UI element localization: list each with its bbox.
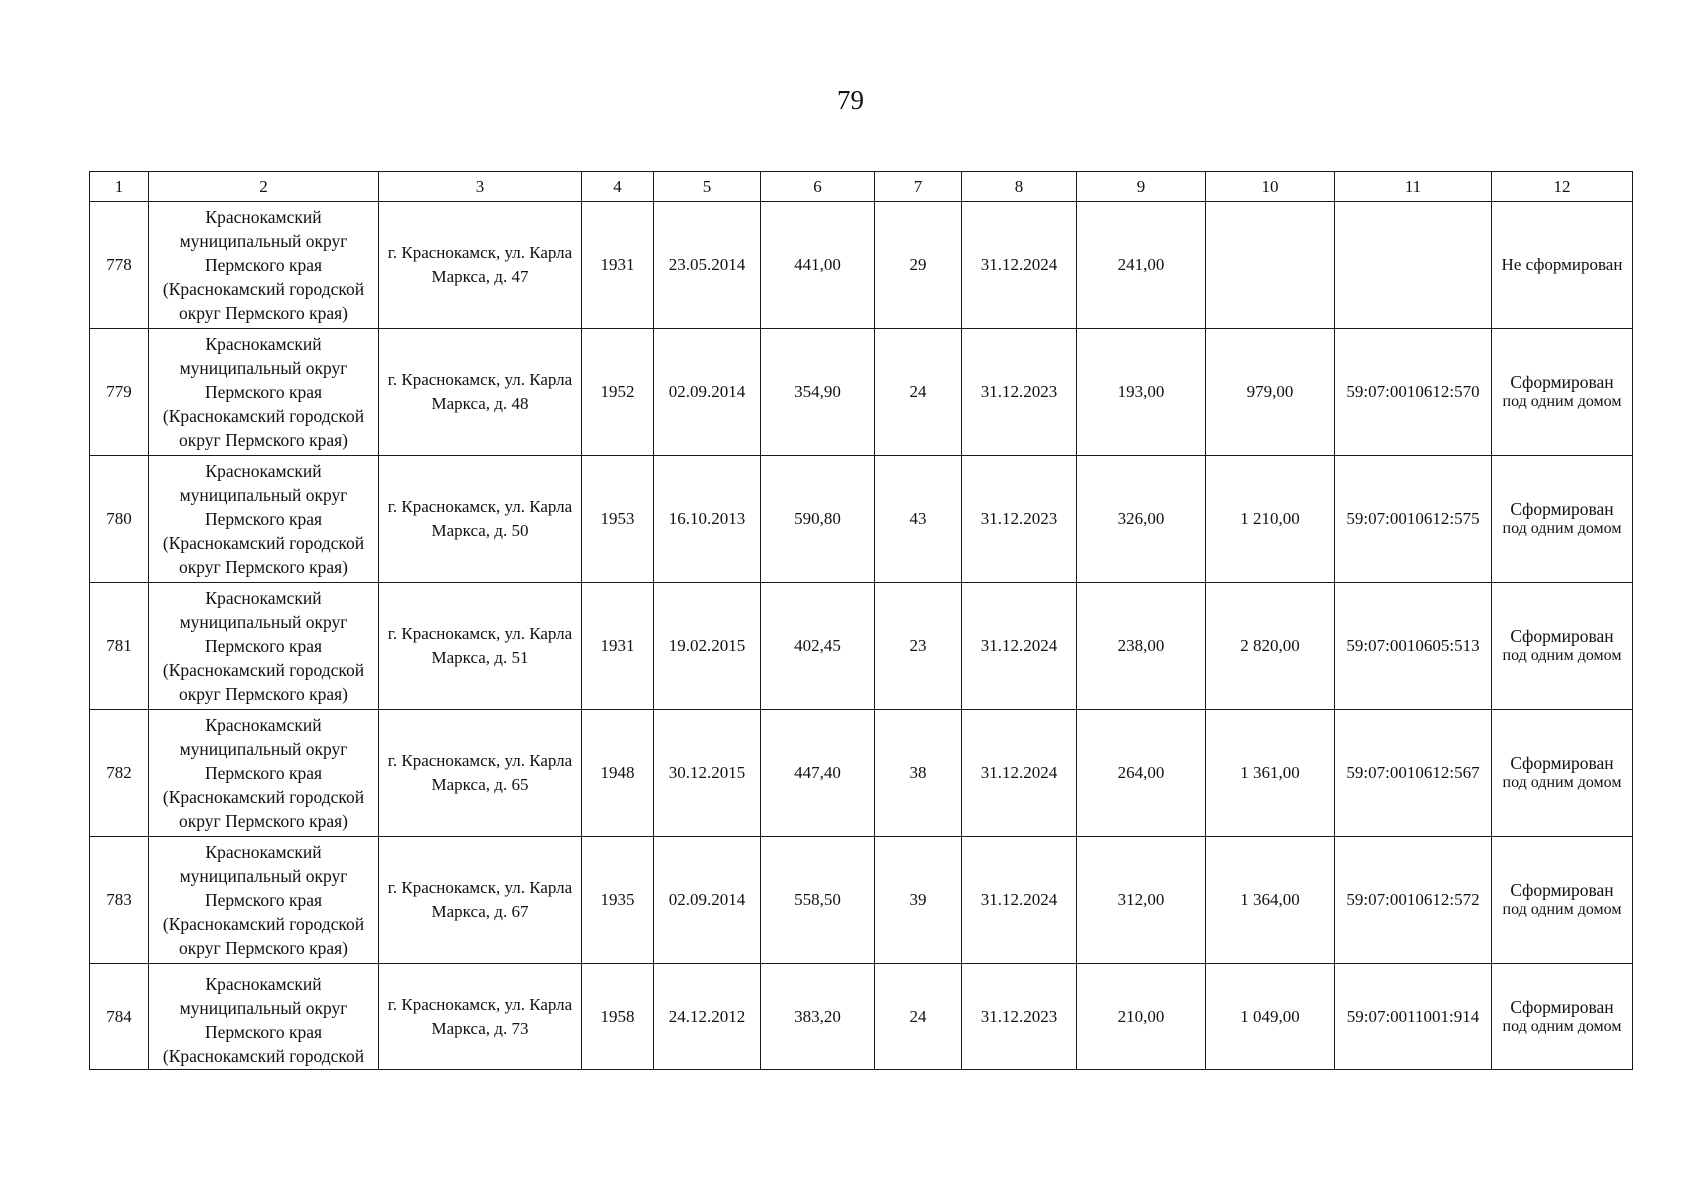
deadline-cell: 31.12.2024: [962, 202, 1077, 329]
address-cell: [379, 456, 582, 583]
address-line: г. Краснокамск, ул. Карла: [387, 624, 573, 643]
status-main-text: Сформирован: [1510, 372, 1614, 392]
recognition-date-cell: 24.12.2012: [654, 964, 761, 1070]
municipality-line: Краснокамский: [205, 715, 322, 735]
status-main-text: Не сформирован: [1501, 255, 1623, 274]
row-number: 784: [90, 964, 149, 1070]
residents-cell: 39: [875, 837, 962, 964]
address-cell: [379, 964, 582, 1070]
table-row: [90, 710, 1633, 837]
row-number: 780: [90, 456, 149, 583]
year-built-cell: 1948: [582, 710, 654, 837]
land-plot-status-cell: [1492, 583, 1633, 710]
cadastral-number-cell: 59:07:0010612:572: [1335, 837, 1492, 964]
column-9-cell: 312,00: [1077, 837, 1206, 964]
land-area-cell: 979,00: [1206, 329, 1335, 456]
land-area-cell: 1 361,00: [1206, 710, 1335, 837]
municipality-line: Пермского края: [204, 890, 323, 910]
housing-registry-table: [89, 171, 1633, 1070]
municipality-line: округ Пермского края): [179, 303, 348, 323]
area-cell: 441,00: [761, 202, 875, 329]
address-line: Маркса, д. 47: [431, 267, 529, 286]
status-main-text: Сформирован: [1510, 753, 1614, 773]
recognition-date-cell: 02.09.2014: [654, 329, 761, 456]
column-header-10: 10: [1206, 172, 1335, 202]
row-number: 778: [90, 202, 149, 329]
status-main-text: Сформирован: [1510, 626, 1614, 646]
status-detail-text: под одним домом: [1502, 1017, 1622, 1035]
column-header-5: 5: [654, 172, 761, 202]
column-9-cell: 210,00: [1077, 964, 1206, 1070]
municipality-line: округ Пермского края): [179, 811, 348, 831]
address-line: Маркса, д. 65: [431, 775, 529, 794]
address-line: г. Краснокамск, ул. Карла: [387, 878, 573, 897]
column-header-9: 9: [1077, 172, 1206, 202]
residents-cell: 43: [875, 456, 962, 583]
municipality-line: (Краснокамский городской: [162, 787, 365, 807]
deadline-cell: 31.12.2024: [962, 710, 1077, 837]
land-area-cell: 1 364,00: [1206, 837, 1335, 964]
address-line: Маркса, д. 67: [431, 902, 529, 921]
municipality-line: (Краснокамский городской: [162, 279, 365, 299]
residents-cell: 29: [875, 202, 962, 329]
municipality-line: (Краснокамский городской: [162, 660, 365, 680]
municipality-line: округ Пермского края): [179, 557, 348, 577]
year-built-cell: 1952: [582, 329, 654, 456]
residents-cell: 24: [875, 964, 962, 1070]
cadastral-number-cell: 59:07:0011001:914: [1335, 964, 1492, 1070]
table-body: [90, 202, 1633, 1070]
table-row: [90, 456, 1633, 583]
recognition-date-cell: 19.02.2015: [654, 583, 761, 710]
municipality-line: Пермского края: [204, 509, 323, 529]
column-9-cell: 264,00: [1077, 710, 1206, 837]
deadline-cell: 31.12.2023: [962, 964, 1077, 1070]
land-area-cell: 1 049,00: [1206, 964, 1335, 1070]
column-header-4: 4: [582, 172, 654, 202]
year-built-cell: 1953: [582, 456, 654, 583]
column-header-2: 2: [149, 172, 379, 202]
column-9-cell: 238,00: [1077, 583, 1206, 710]
column-header-1: 1: [90, 172, 149, 202]
address-cell: [379, 583, 582, 710]
municipality-line: Краснокамский: [205, 974, 322, 994]
municipality-line: Пермского края: [204, 255, 323, 275]
municipality-cell: [149, 202, 379, 329]
land-area-cell: [1206, 202, 1335, 329]
table-row: [90, 837, 1633, 964]
column-header-11: 11: [1335, 172, 1492, 202]
recognition-date-cell: 23.05.2014: [654, 202, 761, 329]
address-line: Маркса, д. 48: [431, 394, 529, 413]
table-row: [90, 329, 1633, 456]
municipality-line: муниципальный округ: [179, 612, 348, 632]
cadastral-number-cell: 59:07:0010612:570: [1335, 329, 1492, 456]
deadline-cell: 31.12.2024: [962, 837, 1077, 964]
land-plot-status-cell: [1492, 710, 1633, 837]
recognition-date-cell: 30.12.2015: [654, 710, 761, 837]
municipality-line: Краснокамский: [205, 334, 322, 354]
row-number: 782: [90, 710, 149, 837]
status-main-text: Сформирован: [1510, 996, 1614, 1017]
status-detail-text: под одним домом: [1502, 901, 1622, 918]
column-header-12: 12: [1492, 172, 1633, 202]
municipality-line: Пермского края: [204, 763, 323, 783]
municipality-cell: [149, 837, 379, 964]
municipality-line: округ Пермского края): [179, 430, 348, 450]
municipality-line: муниципальный округ: [179, 358, 348, 378]
recognition-date-cell: 16.10.2013: [654, 456, 761, 583]
municipality-line: муниципальный округ: [179, 485, 348, 505]
column-header-3: 3: [379, 172, 582, 202]
address-cell: [379, 710, 582, 837]
residents-cell: 24: [875, 329, 962, 456]
table-row: [90, 583, 1633, 710]
municipality-line: Краснокамский: [205, 461, 322, 481]
municipality-line: Краснокамский: [205, 207, 322, 227]
status-detail-text: под одним домом: [1502, 393, 1622, 410]
land-plot-status-cell: [1492, 456, 1633, 583]
row-number: 781: [90, 583, 149, 710]
table-row: [90, 202, 1633, 329]
area-cell: 383,20: [761, 964, 875, 1070]
deadline-cell: 31.12.2024: [962, 583, 1077, 710]
column-number-row: [90, 172, 1633, 202]
municipality-line: (Краснокамский городской: [162, 1046, 365, 1066]
column-header-8: 8: [962, 172, 1077, 202]
residents-cell: 38: [875, 710, 962, 837]
column-9-cell: 241,00: [1077, 202, 1206, 329]
municipality-line: муниципальный округ: [179, 231, 348, 251]
column-header-7: 7: [875, 172, 962, 202]
row-number: 783: [90, 837, 149, 964]
cadastral-number-cell: 59:07:0010605:513: [1335, 583, 1492, 710]
municipality-line: Пермского края: [204, 1022, 323, 1042]
status-main-text: Сформирован: [1510, 880, 1614, 900]
address-cell: [379, 202, 582, 329]
land-plot-status-cell: [1492, 202, 1633, 329]
address-line: Маркса, д. 51: [431, 648, 529, 667]
land-plot-status-cell: [1492, 837, 1633, 964]
table-row: [90, 964, 1633, 1070]
status-detail-text: под одним домом: [1502, 520, 1622, 537]
year-built-cell: 1931: [582, 583, 654, 710]
status-detail-text: под одним домом: [1502, 647, 1622, 664]
address-line: Маркса, д. 50: [431, 521, 529, 540]
residents-cell: 23: [875, 583, 962, 710]
year-built-cell: 1931: [582, 202, 654, 329]
address-line: г. Краснокамск, ул. Карла: [387, 751, 573, 770]
deadline-cell: 31.12.2023: [962, 456, 1077, 583]
year-built-cell: 1935: [582, 837, 654, 964]
municipality-line: (Краснокамский городской: [162, 533, 365, 553]
municipality-line: округ Пермского края): [179, 684, 348, 704]
address-line: г. Краснокамск, ул. Карла: [387, 994, 573, 1014]
municipality-line: (Краснокамский городской: [162, 406, 365, 426]
column-9-cell: 326,00: [1077, 456, 1206, 583]
column-header-6: 6: [761, 172, 875, 202]
address-line: г. Краснокамск, ул. Карла: [387, 497, 573, 516]
year-built-cell: 1958: [582, 964, 654, 1070]
area-cell: 590,80: [761, 456, 875, 583]
municipality-line: муниципальный округ: [179, 866, 348, 886]
land-plot-status-cell: [1492, 964, 1633, 1070]
area-cell: 402,45: [761, 583, 875, 710]
municipality-line: муниципальный округ: [179, 998, 348, 1018]
recognition-date-cell: 02.09.2014: [654, 837, 761, 964]
area-cell: 354,90: [761, 329, 875, 456]
municipality-line: Краснокамский: [205, 842, 322, 862]
cadastral-number-cell: 59:07:0010612:567: [1335, 710, 1492, 837]
municipality-cell: [149, 710, 379, 837]
municipality-cell: [149, 583, 379, 710]
status-detail-text: под одним домом: [1502, 774, 1622, 791]
municipality-line: округ Пермского края): [179, 938, 348, 958]
status-main-text: Сформирован: [1510, 499, 1614, 519]
land-plot-status-cell: [1492, 329, 1633, 456]
municipality-line: муниципальный округ: [179, 739, 348, 759]
column-9-cell: 193,00: [1077, 329, 1206, 456]
address-line: г. Краснокамск, ул. Карла: [387, 243, 573, 262]
municipality-cell: [149, 329, 379, 456]
land-area-cell: 2 820,00: [1206, 583, 1335, 710]
land-area-cell: 1 210,00: [1206, 456, 1335, 583]
address-cell: [379, 329, 582, 456]
row-number: 779: [90, 329, 149, 456]
address-line: г. Краснокамск, ул. Карла: [387, 370, 573, 389]
municipality-cell: [149, 456, 379, 583]
cadastral-number-cell: [1335, 202, 1492, 329]
cadastral-number-cell: 59:07:0010612:575: [1335, 456, 1492, 583]
municipality-line: Краснокамский: [205, 588, 322, 608]
address-cell: [379, 837, 582, 964]
address-line: Маркса, д. 73: [431, 1018, 529, 1038]
area-cell: 558,50: [761, 837, 875, 964]
municipality-line: Пермского края: [204, 636, 323, 656]
municipality-line: (Краснокамский городской: [162, 914, 365, 934]
municipality-cell: [149, 964, 379, 1070]
deadline-cell: 31.12.2023: [962, 329, 1077, 456]
area-cell: 447,40: [761, 710, 875, 837]
municipality-line: Пермского края: [204, 382, 323, 402]
page-number: 79: [837, 85, 864, 115]
